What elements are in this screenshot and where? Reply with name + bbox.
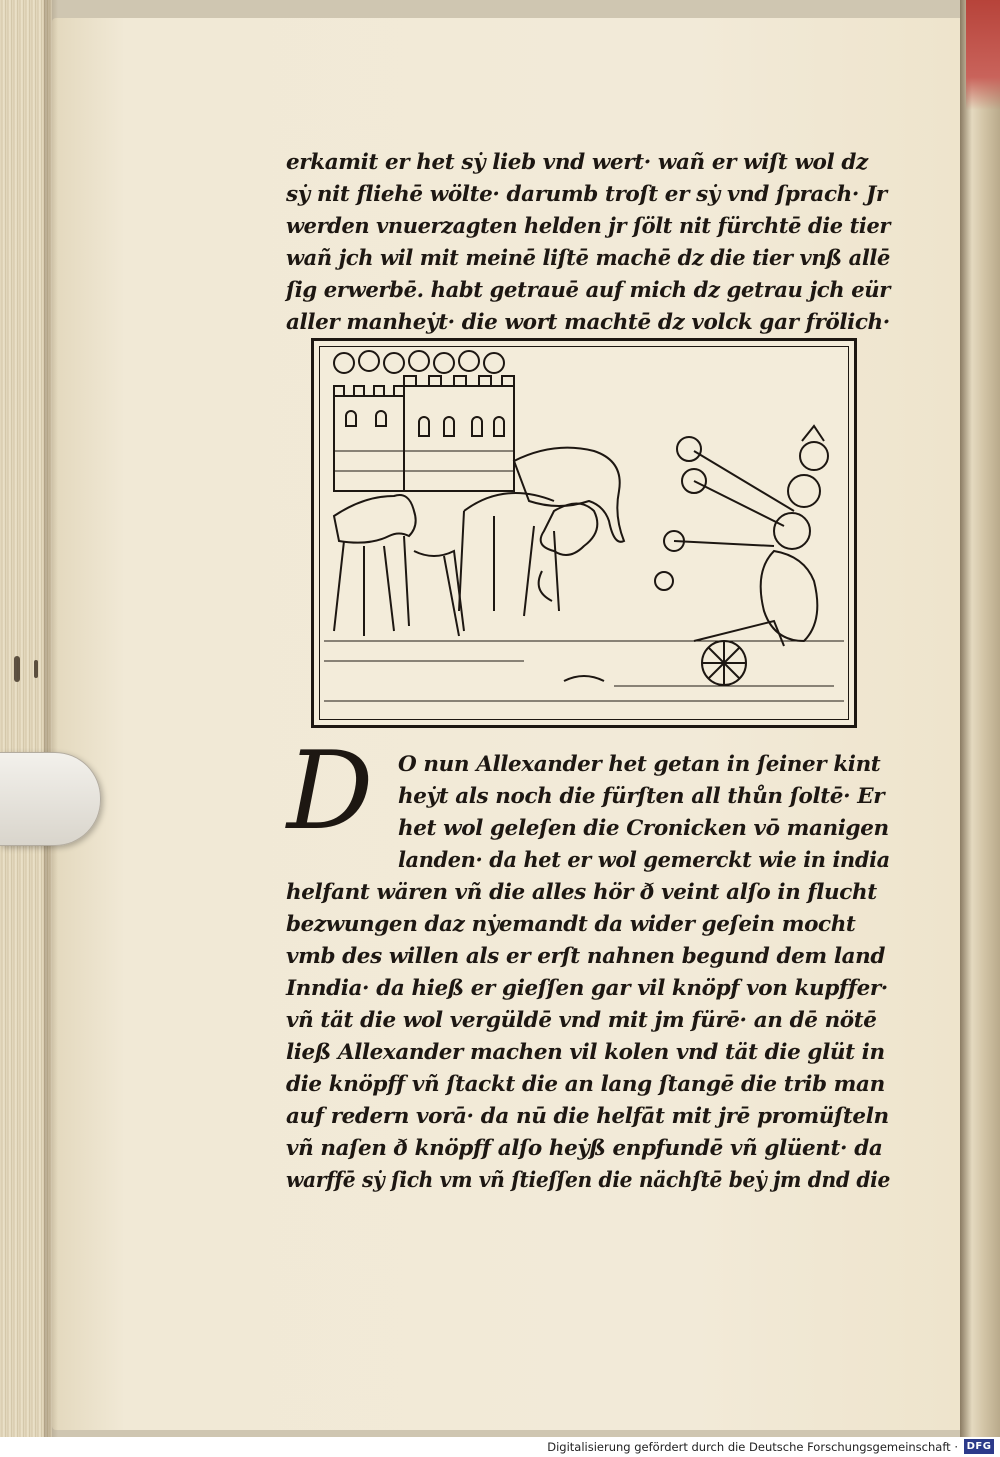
funding-credit: Digitalisierung gefördert durch die Deutsche Forschungsgemeinschaft · [547,1440,958,1454]
footer-bar [0,1437,1000,1457]
ink-stain [14,656,20,682]
text-line: wañ jch wil mit meinē liſtē machē dz die tier vnß allē [286,246,890,271]
castle-tower-icon [334,376,514,491]
text-line: vmb des willen als er erſt nahnen begund dem land [286,944,885,969]
text-line: het wol geleſen die Cronicken vō manigen [398,816,889,841]
gutter-shadow [44,0,58,1437]
soldier-icon [761,426,828,641]
text-line: vñ tät die wol vergüldē vnd mit jm fürē· an dē nötē [286,1008,877,1033]
ink-stain [34,660,38,678]
text-line: heẏt als noch die fürſten all thůn ſoltē· Er [398,784,885,809]
drop-cap: D [286,729,374,854]
text-line: ließ Allexander machen vil kolen vnd tät die glüt in [286,1040,885,1065]
text-line: helfant wären vñ die alles hör ð veint alſo in flucht [286,880,877,905]
ground-hatching [324,641,844,701]
page-stack-edge-right [960,0,1000,1437]
torch-pole-icon [655,437,794,590]
text-line: werden vnuerzagten helden jr ſölt nit fürchtē die tier [286,214,891,239]
woodcut-illustration-icon [314,341,854,725]
woodcut-illustration [311,338,857,728]
elephant-icon [459,448,624,616]
horse-icon [334,495,464,636]
page-clip [0,752,101,846]
text-line: ſig erwerbē. habt getrauē auf mich dz getrau jch eür [286,278,891,303]
crowd-icon [334,351,504,373]
text-line: aller manheẏt· die wort machtē dz volck gar frölich· [286,310,890,335]
cart-wheel-icon [694,621,784,685]
text-line: bezwungen daz nẏemandt da wider geſein mocht [286,912,856,937]
text-line: warffē sẏ ſich vm vñ ſtieſſen die nächſtē beẏ jm dnd die [286,1168,890,1193]
text-line: auf redern vorā· da nū die helfāt mit jrē promüſteln [286,1104,889,1129]
text-line: landen· da het er wol gemerckt wie in india [398,848,890,873]
text-line: sẏ nit fliehē wölte· darumb troſt er sẏ vnd ſprach· Jr [286,182,887,207]
text-line: O nun Allexander het getan in ſeiner kint [398,752,881,777]
text-line: erkamit er het sẏ lieb vnd wert· wañ er wiſt wol dz [286,150,868,175]
red-page-edge [966,0,1000,110]
text-line: vñ naſen ð knöpff alſo heẏß enpfundē vñ glüent· da [286,1136,883,1161]
dfg-logo-icon[interactable]: DFG [964,1439,994,1454]
text-line: die knöpff vñ ſtackt die an lang ſtangē die trib man [286,1072,885,1097]
text-line: Inndia· da hieß er gieſſen gar vil knöpf von kupffer· [286,976,888,1001]
